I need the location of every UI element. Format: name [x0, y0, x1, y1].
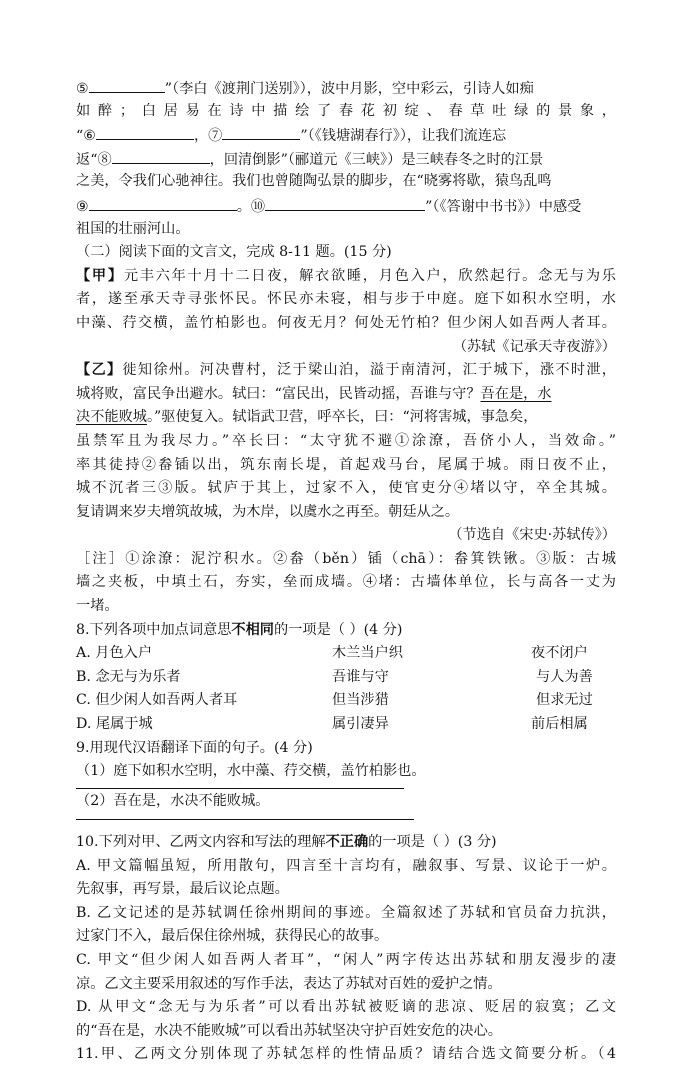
answer-line[interactable] — [76, 788, 404, 789]
q8-option-row[interactable]: D. 尾属于城 属引凄异 前后相属 — [76, 716, 588, 733]
q10-option-b[interactable]: B. 乙文记述的是苏轼调任徐州期间的事迹。全篇叙述了苏轼和官员奋力抗洪， — [76, 904, 616, 921]
poem-line-5: 之美，令我们心驰神往。我们也曾随陶弘景的脚步，在“晓雾将歇，猿鸟乱鸣 — [76, 173, 552, 190]
section-heading: （二）阅读下面的文言文，完成 8-11 题。(15 分) — [76, 244, 392, 261]
q10-option-c[interactable]: C. 甲文“但少闲人如吾两人者耳”，“闲人”两字传达出苏轼和朋友漫步的凄 — [76, 951, 616, 968]
q8-option-row[interactable]: A. 月色入户 木兰当户织 夜不闭户 — [76, 645, 588, 662]
text-yi-line-3: 决不能败城。”驱使复入。轼诣武卫营，呼卒长，曰：“河将害城，事急矣， — [76, 409, 538, 426]
text-jia-line-2: 者，遂至承天寺寻张怀民。怀民亦未寝，相与步于中庭。庭下如积水空明，水 — [76, 291, 616, 308]
q8-stem: 8.下列各项中加点词意思不相同的一项是（ ）(4 分) — [76, 621, 403, 638]
text-yi-line-7: 复请调来岁夫增筑故城，为木岸，以虞水之再至。朝廷从之。 — [76, 503, 460, 520]
notes-line-2: 墙之夹板，中填土石，夯实，垒而成墙。④堵：古墙体单位，长与高各一丈为 — [76, 574, 616, 591]
q10-option-d[interactable]: D. 从甲文“念无与为乐者”可以看出苏轼被贬谪的悲凉、贬居的寂寞；乙文 — [76, 999, 616, 1016]
text-yi-line-1: 【乙】徙知徐州。河决曹村，泛于梁山泊，溢于南清河，汇于城下，涨不时泄， — [76, 362, 616, 379]
q9-answer-area-1[interactable] — [76, 784, 616, 808]
underlined-sentence: 吾在是，水 — [480, 385, 552, 402]
text-jia-line-1: 【甲】元丰六年十月十二日夜，解衣欲睡，月色入户，欣然起行。念无与为乐 — [76, 267, 616, 284]
text-yi-line-6: 城不沉者三③版。轼庐于其上，过家不入，使官吏分④堵以守，卒全其城。 — [76, 480, 616, 497]
q10-option-a[interactable]: A. 甲文篇幅虽短，所用散句，四言至十言均有，融叙事、写景、议论于一炉。 — [76, 857, 616, 874]
text-yi-source: （节选自《宋史·苏轼传》） — [448, 527, 616, 544]
text-yi-tag: 【乙】 — [76, 362, 123, 379]
q9-sentence-2: （2）吾在是，水决不能败城。 — [76, 792, 270, 809]
q11-stem: 11.甲、乙两文分别体现了苏轼怎样的性情品质？请结合选文简要分析。（4 — [76, 1046, 616, 1063]
answer-blank-5[interactable] — [89, 76, 165, 93]
answer-blank-10[interactable] — [265, 194, 425, 211]
answer-blank-6[interactable] — [96, 123, 194, 140]
answer-blank-7[interactable] — [222, 123, 300, 140]
q9-stem: 9.用现代汉语翻译下面的句子。(4 分) — [76, 739, 313, 756]
q9-answer-area-2[interactable] — [76, 807, 616, 831]
notes-line-1: ［注］①涂潦：泥泞积水。②畚（běn）锸（chā）：畚箕铁锹。③版：古城 — [76, 550, 616, 567]
poem-line-6: ⑨ 。⑩ ”（《答谢中书书》）中感受 — [76, 194, 616, 218]
blank-label-5: ⑤ — [76, 81, 89, 97]
poem-line-7: 祖国的壮丽河山。 — [76, 220, 190, 237]
text-jia-source: （苏轼《记承天寺夜游》） — [452, 338, 616, 355]
answer-blank-9[interactable] — [89, 194, 237, 211]
q8-option-row[interactable]: B. 念无与为乐者 吾谁与守 与人为善 — [76, 668, 593, 685]
poem-line-3: “⑥ ，⑦ ”（《钱塘湖春行》），让我们流连忘 — [76, 123, 616, 147]
text-yi-line-2: 城将败，富民争出避水。轼曰：“富民出，民皆动摇，吾谁与守？吾在是，水 — [76, 385, 552, 402]
text-yi-line-5: 率其徒持②畚锸以出，筑东南长堤，首起戏马台，尾属于城。雨日夜不止， — [76, 456, 616, 473]
answer-blank-8[interactable] — [112, 147, 210, 164]
q10-option-a-cont: 先叙事，再写景，最后议论点题。 — [76, 881, 289, 898]
poem-line-4: 返“⑧ ，回清倒影”（郦道元《三峡》）是三峡春冬之时的江景 — [76, 147, 616, 171]
q10-option-d-cont: 的“吾在是，水决不能败城”可以看出苏轼坚决守护百姓安危的决心。 — [76, 1022, 502, 1039]
answer-line[interactable] — [76, 819, 414, 820]
text-yi-line-4: 虽禁军且为我尽力。”卒长曰：“太守犹不避①涂潦，吾侪小人，当效命。” — [76, 432, 616, 449]
text-jia-tag: 【甲】 — [76, 267, 124, 284]
underlined-sentence: 决不能败城 — [76, 409, 147, 426]
poem-line-1 — [76, 76, 616, 100]
q9-sentence-1: （1）庭下如积水空明，水中藻、荇交横，盖竹柏影也。 — [76, 763, 426, 780]
q10-stem: 10.下列对甲、乙两文内容和写法的理解不正确的一项是（ ）(3 分) — [76, 834, 497, 850]
q10-option-b-cont: 过家门不入，最后保住徐州城，获得民心的故事。 — [76, 928, 389, 945]
poem-line-2: 如醉；白居易在诗中描绘了春花初绽、春草吐绿的景象， — [76, 102, 616, 119]
q10-option-c-cont: 凉。乙文主要采用叙述的写作手法，表达了苏轼对百姓的爱护之情。 — [76, 975, 502, 992]
poem-text: ”（李白《渡荆门送别》），波中月影，空中彩云，引诗人如痴 — [164, 81, 534, 97]
q8-option-row[interactable]: C. 但少闲人如吾两人者耳 但当涉猎 但求无过 — [76, 692, 593, 709]
text-jia-line-3: 中藻、荇交横，盖竹柏影也。何夜无月？何处无竹柏？但少闲人如吾两人者耳。 — [76, 314, 616, 331]
document-page — [76, 76, 616, 1067]
notes-line-3: 一堵。 — [76, 598, 119, 615]
